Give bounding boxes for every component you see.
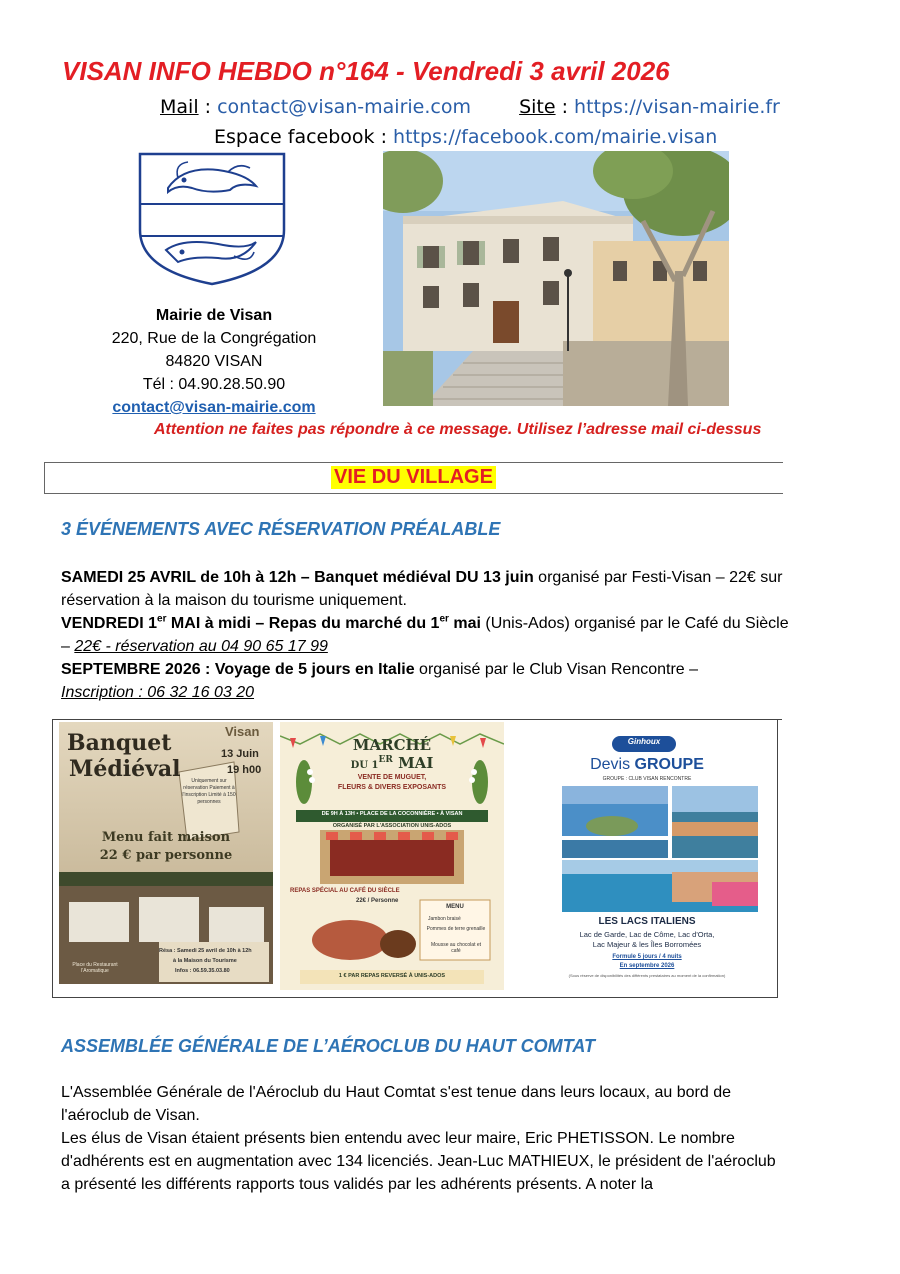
marche-sub-2: FLEURS & DIVERS EXPOSANTS — [337, 784, 447, 791]
marche-price: 22€ / Personne — [356, 898, 399, 904]
marche-title-3: MAI — [398, 754, 434, 772]
marche-menu-3: Mousse au chocolat et café — [430, 942, 482, 954]
banquet-place: Visan — [225, 724, 260, 739]
event-marche-title — [61, 615, 481, 632]
marche-menu-2: Pommes de terre grenaille — [426, 926, 486, 932]
devis-group: GROUPE : CLUB VISAN RENCONTRE — [602, 776, 692, 782]
marche-band: DE 9H À 13H • PLACE DE LA COCONNIÈRE • À VISAN — [321, 811, 463, 817]
banquet-note: Uniquement sur réservation Paiement à l'inscription Limité à 150 personnes — [182, 778, 236, 805]
marche-title-2: DU 1 — [350, 760, 379, 771]
mairie-name: Mairie de Visan — [155, 307, 273, 324]
marche-menu-1: Jambon braisé — [428, 916, 461, 922]
mairie-street: 220, Rue de la Congrégation — [111, 330, 317, 347]
aeroclub-body — [61, 1081, 781, 1196]
site-label: Site — [519, 96, 556, 118]
mairie-email-link[interactable]: contact@visan-mairie.com — [112, 399, 316, 416]
mail-link[interactable]: contact@visan-mairie.com — [217, 96, 471, 118]
devis-title-a: Devis — [590, 756, 635, 773]
event-marche-text: (Unis-Ados) organisé par le Café du Siècle – — [61, 615, 789, 655]
event-marche-reservation: 22€ - réservation au 04 90 65 17 99 — [74, 638, 328, 655]
marche-title-2-row — [280, 754, 504, 772]
marche-repas: REPAS SPÉCIAL AU CAFÉ DU SIÈCLE — [290, 888, 400, 894]
banquet-menu: Menu fait maison — [101, 830, 231, 845]
event-voyage-inscription: Inscription : 06 32 16 03 20 — [61, 684, 255, 701]
devis-lakes: LES LACS ITALIENS — [598, 916, 696, 927]
section-border-left — [44, 462, 45, 494]
banquet-venue: Place du Restaurant l'Aromatique — [72, 962, 118, 974]
event-voyage-text: organisé par le Club Visan Rencontre – — [414, 661, 699, 678]
events-heading: 3 ÉVÉNEMENTS AVEC RÉSERVATION PRÉALABLE — [61, 519, 501, 539]
event-banquet-text: organisé par Festi-Visan – 22€ sur réservation à la maison du tourisme uniquement. — [61, 569, 783, 609]
facebook-link[interactable]: https://facebook.com/mairie.visan — [393, 126, 718, 148]
visan-crest-logo — [138, 152, 286, 286]
contact-row — [160, 96, 780, 118]
marche-title-sup: ER — [378, 755, 393, 765]
aeroclub-paragraph-1: L'Assemblée Générale de l'Aéroclub du Haut Comtat s'est tenue dans leurs locaux, au bord de l'aéroclub de Visan. — [61, 1084, 731, 1124]
mairie-email-row — [98, 396, 330, 419]
banquet-title-1: Banquet — [67, 730, 172, 756]
event-voyage-title: SEPTEMBRE 2026 : Voyage de 5 jours en Italie — [61, 661, 415, 678]
event-marche-sup2: er — [439, 613, 449, 625]
facebook-label: Espace facebook : — [214, 126, 394, 148]
event-marche-title-b: MAI à midi – Repas du marché du 1 — [166, 615, 440, 632]
marche-title-1: MARCHÉ — [352, 736, 432, 754]
banquet-poster — [59, 722, 273, 984]
banquet-time: 19 h00 — [227, 764, 262, 776]
town-hall-photo — [383, 151, 729, 406]
mairie-phone: Tél : 04.90.28.50.90 — [142, 376, 286, 393]
marche-sub-1: VENTE DE MUGUET, — [357, 774, 427, 781]
newsletter-title: VISAN INFO HEBDO n°164 - Vendredi 3 avril 2026 — [62, 56, 670, 86]
reply-warning: Attention ne faites pas répondre à ce message. Utilisez l’adresse mail ci-dessus — [154, 421, 762, 438]
event-marche-sup1: er — [157, 613, 167, 625]
mairie-city: 84820 VISAN — [165, 353, 263, 370]
devis-formule: Formule 5 jours / 4 nuits — [612, 954, 682, 960]
aeroclub-heading: ASSEMBLÉE GÉNÉRALE DE L’AÉROCLUB DU HAUT COMTAT — [61, 1036, 595, 1056]
section-title: VIE DU VILLAGE — [331, 466, 496, 489]
banquet-title-2: Médiéval — [69, 756, 181, 782]
event-banquet — [61, 566, 801, 612]
site-sep: : — [555, 96, 575, 118]
marche-footer: 1 € PAR REPAS REVERSÉ À UNIS-ADOS — [338, 973, 446, 979]
event-marche-title-a: VENDREDI 1 — [61, 615, 158, 632]
marche-menu-title: MENU — [446, 904, 464, 910]
site-link[interactable]: https://visan-mairie.fr — [574, 96, 780, 118]
devis-lakes-line-2: Lac Majeur & les Îles Borromées — [592, 940, 702, 949]
section-border-top — [44, 462, 783, 463]
events-list — [61, 566, 801, 704]
event-banquet-title: SAMEDI 25 AVRIL de 10h à 12h – Banquet médiéval DU 13 juin — [61, 569, 534, 586]
banquet-resa-place: à la Maison du Tourisme — [173, 958, 237, 964]
devis-title-b: GROUPE — [634, 756, 704, 773]
devis-when: En septembre 2026 — [619, 963, 675, 969]
event-marche — [61, 612, 801, 658]
mail-label: Mail — [160, 96, 199, 118]
banquet-infos: Infos : 06.59.35.03.80 — [175, 968, 230, 974]
devis-title-row — [522, 756, 772, 774]
aeroclub-paragraph-2: Les élus de Visan étaient présents bien entendu avec leur maire, Eric PHETISSON. Le nombre d'adhérents est en augmentation avec 134 licenciés. Jean-Luc MATHIEUX, le président de l'aéroclub a présenté les différents rapports tous validés par les adhérents présents. A noter la — [61, 1130, 776, 1193]
devis-poster — [522, 722, 772, 992]
marche-org: ORGANISÉ PAR L'ASSOCIATION UNIS-ADOS — [332, 823, 452, 829]
devis-lakes-line-1: Lac de Garde, Lac de Côme, Lac d'Orta, — [579, 930, 715, 939]
devis-brand: Ginhoux — [627, 737, 661, 746]
banquet-resa: Résa : Samedi 25 avril de 10h à 12h — [159, 948, 252, 954]
mail-sep: : — [198, 96, 218, 118]
event-voyage — [61, 658, 801, 704]
banquet-price: 22 € par personne — [99, 848, 233, 863]
devis-fine-print: (Sous réserve de disponibilités des différents prestataires au moment de la confirmation) — [568, 973, 726, 978]
event-marche-title-c: mai — [448, 615, 481, 632]
banquet-date: 13 Juin — [221, 748, 259, 760]
facebook-row — [214, 126, 717, 148]
marche-poster — [280, 722, 504, 990]
section-border-bottom — [44, 493, 783, 494]
